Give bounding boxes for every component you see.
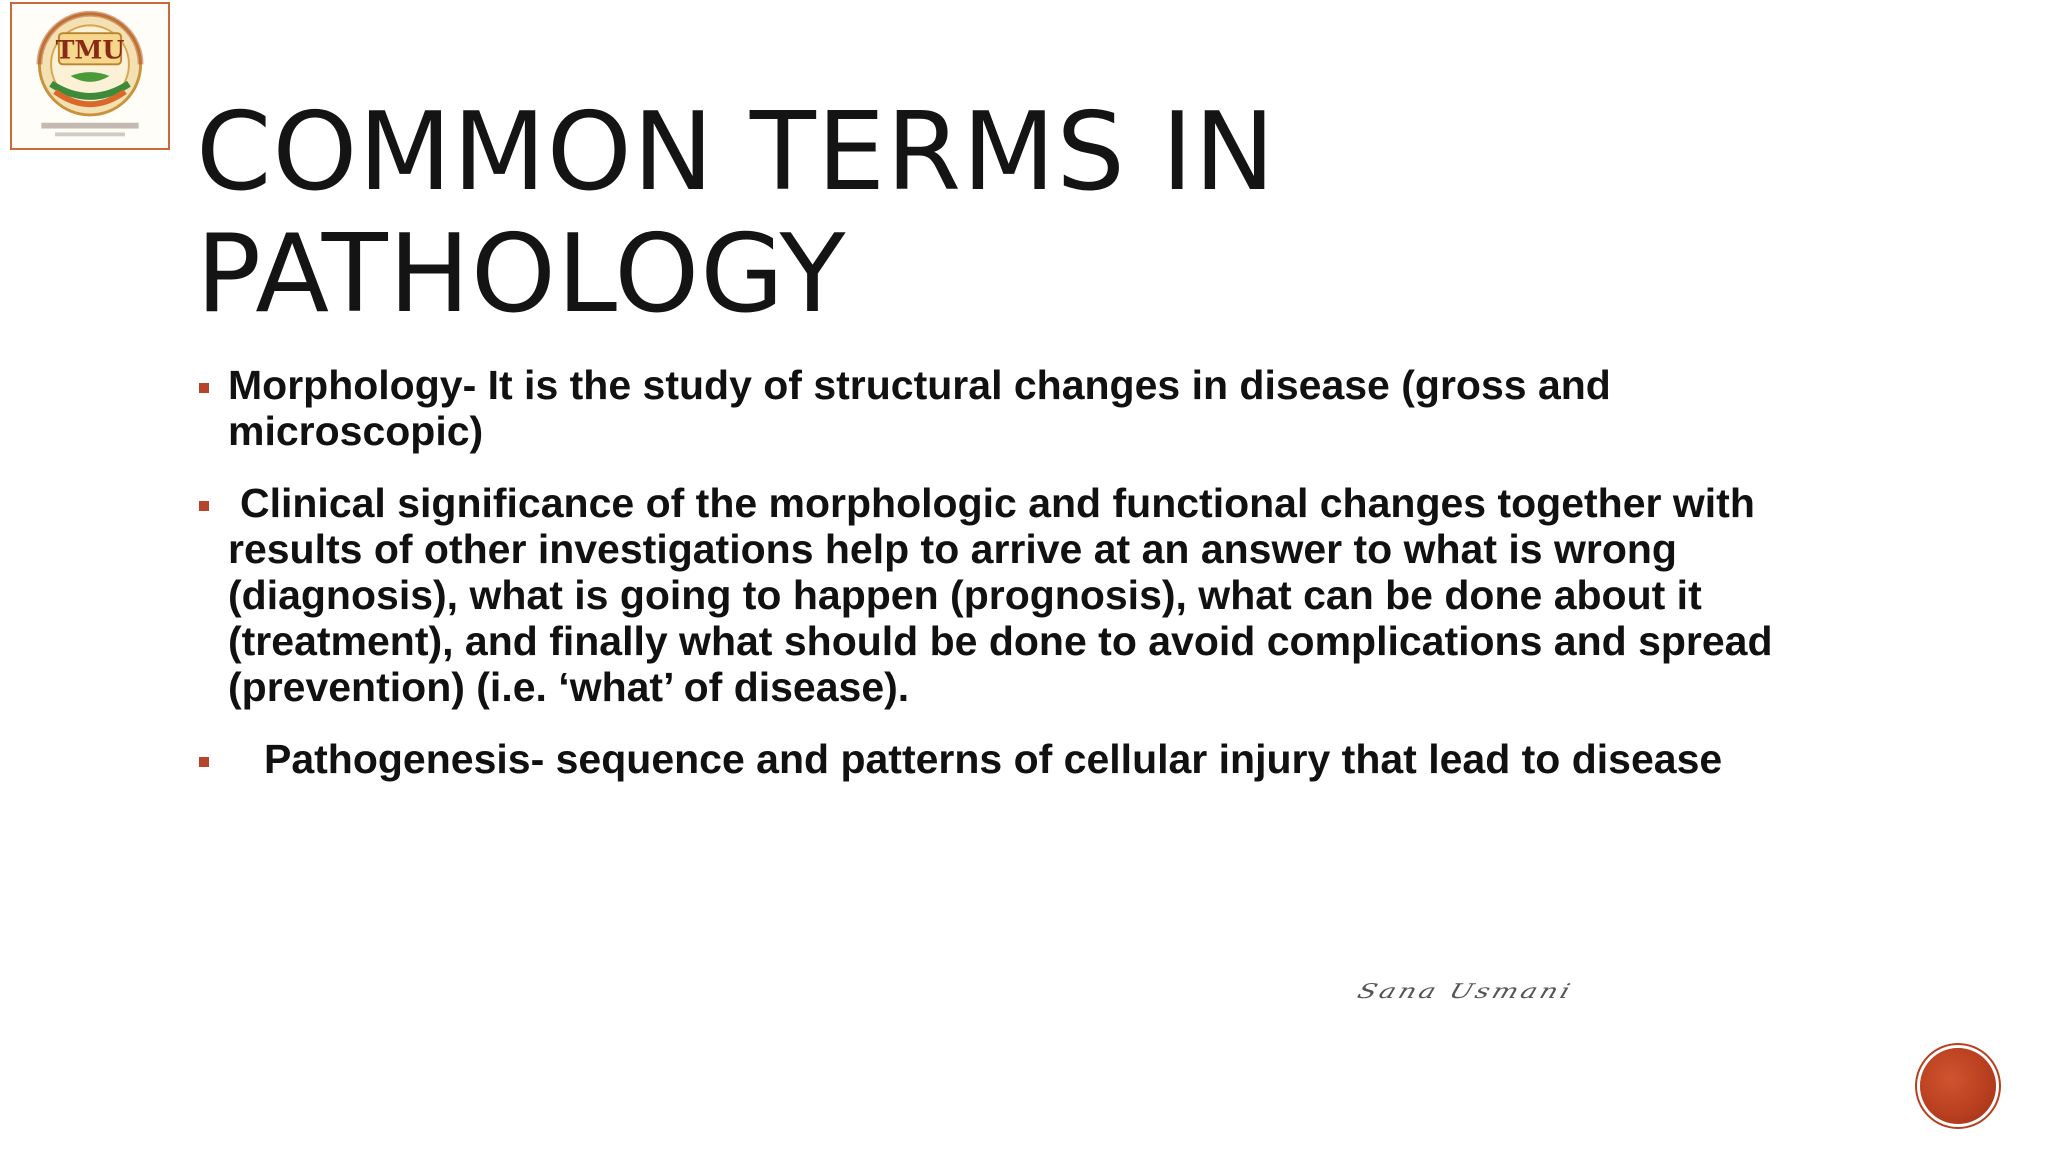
circle-nav-button-icon[interactable] xyxy=(1920,1048,1996,1124)
list-item xyxy=(196,736,1876,782)
title-line-2: PATHOLOGY xyxy=(196,212,847,337)
bullet-text: Morphology- It is the study of structural changes in disease (gross and microscopic) xyxy=(228,362,1611,454)
bullet-list xyxy=(196,362,1876,808)
author-signature: Sana Usmani xyxy=(1354,980,1576,1004)
tmu-university-seal-icon xyxy=(12,4,168,148)
logo-text: TMU xyxy=(55,34,125,65)
bullet-text: Pathogenesis- sequence and patterns of cellular injury that lead to disease xyxy=(264,736,1723,782)
list-item xyxy=(196,362,1876,454)
tmu-logo xyxy=(10,2,170,150)
square-bullet-icon xyxy=(199,501,209,511)
bullet-text: Clinical significance of the morphologic and functional changes together with results of other investigations help to arrive at an answer to what is wrong (diagnosis), what is going to happen (prognosis), what can be done about it (treatment), and finally what should be done to avoid complications and spread (prevention) (i.e. ‘what’ of disease). xyxy=(228,480,1773,710)
square-bullet-icon xyxy=(199,383,209,393)
square-bullet-icon xyxy=(199,757,209,767)
slide-title xyxy=(196,92,1276,336)
title-line-1: COMMON TERMS IN xyxy=(196,90,1276,215)
list-item xyxy=(196,480,1876,710)
